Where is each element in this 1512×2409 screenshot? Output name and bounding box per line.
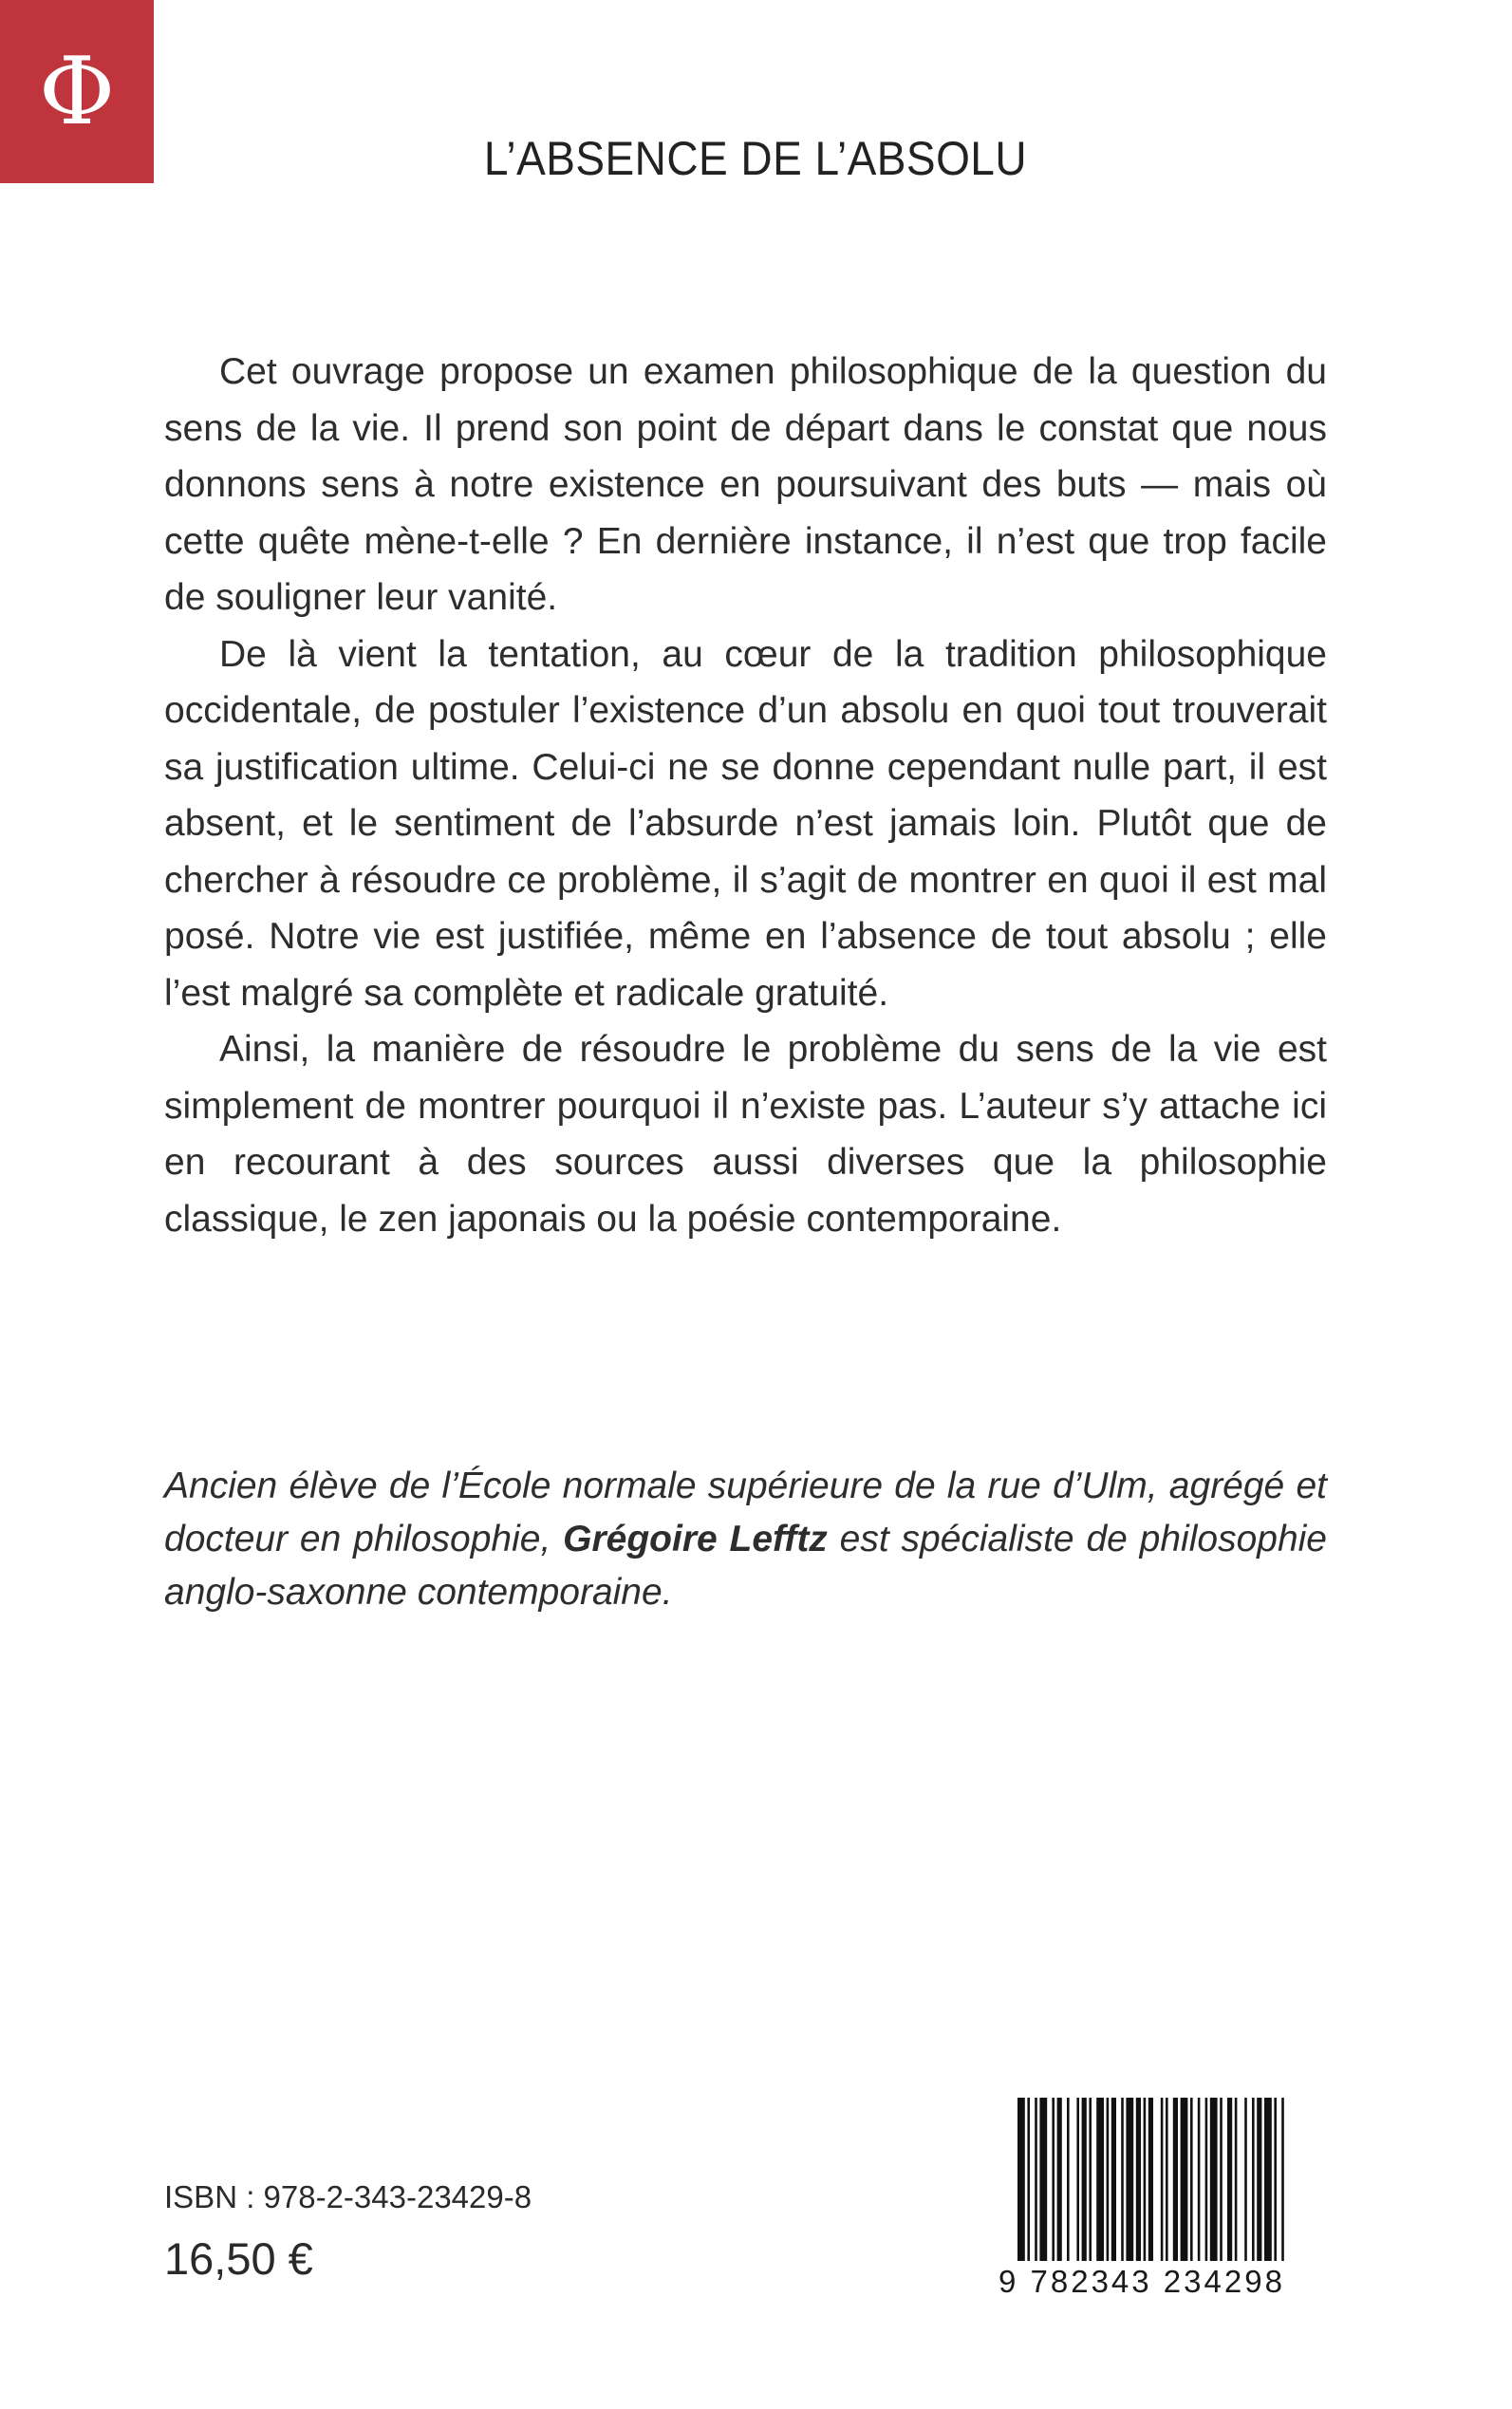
bio-text-after: est spécialiste de philosophie anglo-saxonne contemporaine. <box>164 1519 1327 1613</box>
author-name: Grégoire Lefftz <box>563 1519 828 1559</box>
phi-logo-icon: Φ <box>38 37 116 146</box>
book-title: L’ABSENCE DE L’ABSOLU <box>483 132 1028 185</box>
description-paragraph-2: De là vient la tentation, au cœur de la tradition philosophique occidentale, de postuler l’existence d’un absolu en quoi tout trouverait sa justification ultime. Celui-ci ne se donne cependant nulle part, il est absent, et le sentiment de l’absurde n’est jamais loin. Plutôt que de chercher à résoudre ce problème, il s’agit de montrer en quoi il est mal posé. Notre vie est justifiée, même en l’absence de tout absolu ; elle l’est malgré sa complète et radicale gratuité. <box>164 633 1327 1014</box>
isbn-label: ISBN : 978-2-343-23429-8 <box>164 2179 532 2214</box>
barcode-digits: 9 782343 234298 <box>999 2264 1285 2299</box>
bio-text-before: Ancien élève de l’École normale supérieure de la rue d’Ulm, agrégé et docteur en philosophie, <box>164 1466 1327 1559</box>
book-description <box>164 344 1327 1247</box>
description-paragraph-3: Ainsi, la manière de résoudre le problème du sens de la vie est simplement de montrer pourquoi il n’existe pas. L’auteur s’y attache ici en recourant à des sources aussi diverses que la philosophie classique, le zen japonais ou la poésie contemporaine. <box>164 1029 1327 1240</box>
description-paragraph-1: Cet ouvrage propose un examen philosophique de la question du sens de la vie. Il prend son point de départ dans le constat que nous donnons sens à notre existence en poursuivant des buts — mais où cette quête mène-t-elle ? En dernière instance, il n’est que trop facile de souligner leur vanité. <box>164 351 1327 618</box>
author-bio <box>164 1460 1327 1619</box>
price-label: 16,50 € <box>164 2233 313 2284</box>
